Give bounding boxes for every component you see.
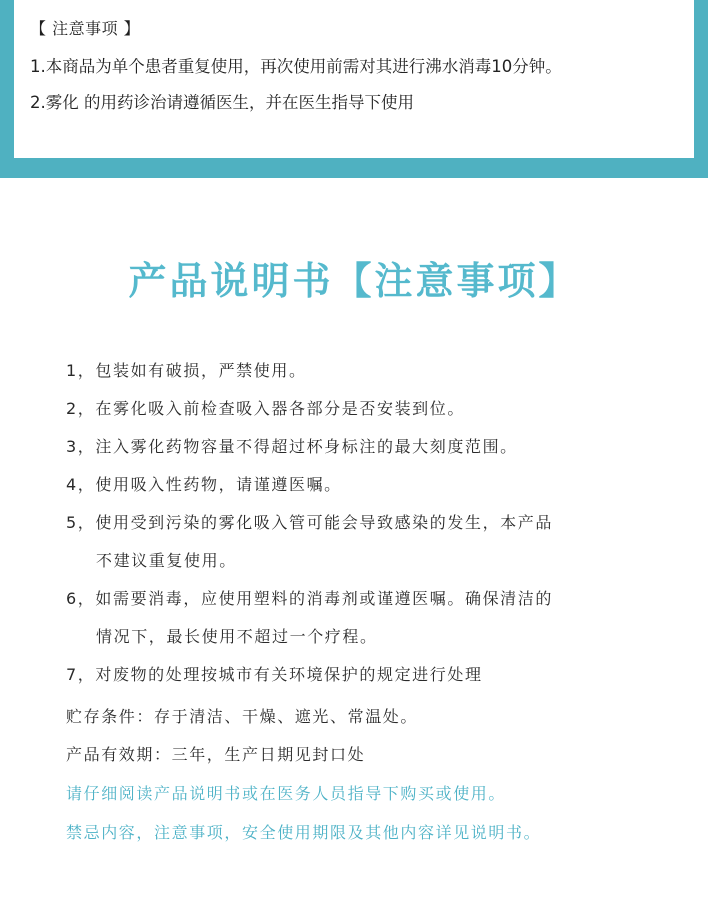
- validity-period: 产品有效期：三年，生产日期见封口处: [66, 745, 366, 764]
- list-item: 4，使用吸入性药物，请谨遵医嘱。: [66, 475, 342, 494]
- notice-title: 【 注意事项 】: [30, 19, 141, 38]
- list-item: 7，对废物的处理按城市有关环境保护的规定进行处理: [66, 665, 483, 684]
- page-title: 产品说明书【注意事项】: [128, 259, 580, 303]
- list-item: 6，如需要消毒，应使用塑料的消毒剂或谨遵医嘱。确保清洁的: [66, 589, 553, 608]
- notice-line-2: 2.雾化 的用药诊治请遵循医生，并在医生指导下使用: [30, 93, 414, 112]
- note-contraindications: 禁忌内容，注意事项，安全使用期限及其他内容详见说明书。: [66, 823, 542, 842]
- list-item: 2，在雾化吸入前检查吸入器各部分是否安装到位。: [66, 399, 465, 418]
- notice-line-1: 1.本商品为单个患者重复使用，再次使用前需对其进行沸水消毒10分钟。: [30, 57, 562, 76]
- list-item: 1，包装如有破损，严禁使用。: [66, 361, 307, 380]
- continuation-text: 情况下，最长使用不超过一个疗程。: [96, 627, 378, 646]
- list-item: 3，注入雾化药物容量不得超过杯身标注的最大刻度范围。: [66, 437, 518, 456]
- instruction-list: [66, 352, 666, 694]
- storage-conditions: 贮存条件：存于清洁、干燥、遮光、常温处。: [66, 707, 419, 726]
- list-item: 5，使用受到污染的雾化吸入管可能会导致感染的发生，本产品: [66, 513, 553, 532]
- notice-card: [14, 0, 694, 158]
- continuation-text: 不建议重复使用。: [96, 551, 237, 570]
- list-item-continuation: [66, 542, 666, 580]
- list-item-continuation: [66, 618, 666, 656]
- note-read-manual: 请仔细阅读产品说明书或在医务人员指导下购买或使用。: [66, 784, 507, 803]
